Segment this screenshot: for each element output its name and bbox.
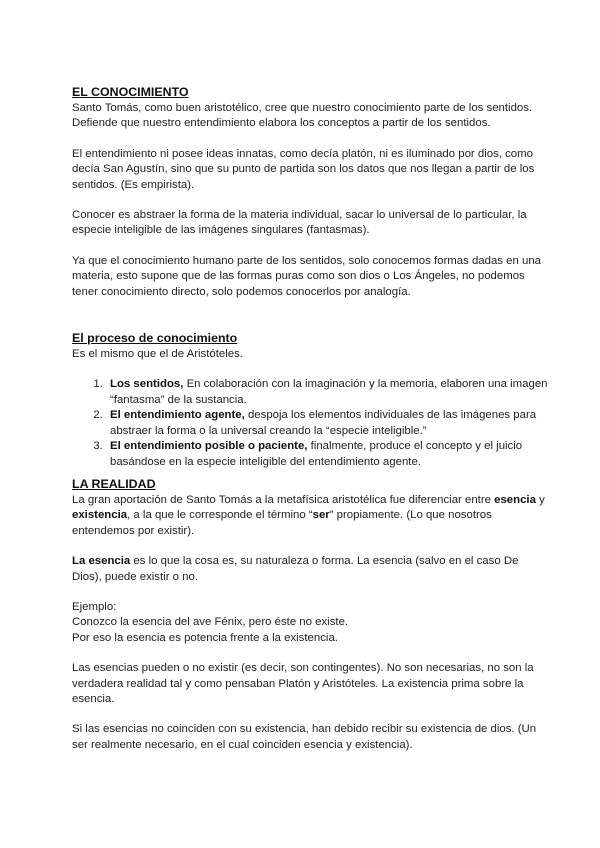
example-line-2: Por eso la esencia es potencia frente a la existencia.: [72, 631, 338, 644]
paragraph-conocimiento-4: Ya que el conocimiento humano parte de los sentidos, solo conocemos formas dadas en una materia, esto supone que de las formas puras como son dios o Los Ángeles, no podemos tener conocimiento directo, solo podemos conocerlos por analogía.: [72, 254, 541, 298]
list-item: [106, 408, 550, 439]
list-item-text: despoja los elementos individuales de las imágenes para abstraer la forma o la universal creando la “especie inteligible.”: [110, 409, 537, 437]
paragraph-realidad-2: La esencia es lo que la cosa es, su naturaleza o forma. La esencia (salvo en el caso De Dios), puede existir o no.: [72, 555, 519, 583]
section-title-proceso: El proceso de conocimiento: [72, 331, 238, 346]
list-item-term: El entendimiento posible o paciente,: [110, 440, 308, 453]
paragraph-conocimiento-3: Conocer es abstraer la forma de la materia individual, sacar lo universal de lo particular, la especie inteligible de las imágenes singulares (fantasmas).: [72, 209, 527, 237]
list-item-text: En colaboración con la imaginación y la memoria, elaboren una imagen “fantasma” de la sustancia.: [110, 378, 548, 406]
list-item-term: Los sentidos,: [110, 378, 184, 391]
example-title: Ejemplo:: [72, 600, 117, 613]
example-line-1: Conozco la esencia del ave Fénix, pero éste no existe.: [72, 616, 349, 629]
section-title-conocimiento: EL CONOCIMIENTO: [72, 85, 189, 99]
proceso-list: [72, 377, 550, 469]
list-item-term: El entendimiento agente,: [110, 409, 245, 422]
section-title-realidad: LA REALIDAD: [72, 476, 156, 491]
paragraph-realidad-4: Si las esencias no coinciden con su existencia, han debido recibir su existencia de dios. (Un ser realmente necesario, en el cual coinciden esencia y existencia).: [72, 723, 537, 751]
paragraph-conocimiento-1: Santo Tomás, como buen aristotélico, cree que nuestro conocimiento parte de los sentidos. Defiende que nuestro entendimiento elabora los conceptos a partir de los sentidos.: [72, 102, 533, 130]
list-item: [106, 439, 550, 470]
list-item-text: finalmente, produce el concepto y el juicio basándose en la especie inteligible del entendimiento agente.: [110, 440, 523, 468]
paragraph-proceso-intro: Es el mismo que el de Aristóteles.: [72, 348, 243, 361]
paragraph-realidad-3: Las esencias pueden o no existir (es decir, son contingentes). No son necesarias, no son la verdadera realidad tal y como pensaban Platón y Aristóteles. La existencia prima sobre la esencia.: [72, 662, 534, 705]
paragraph-realidad-1: La gran aportación de Santo Tomás a la metafísica aristotélica fue diferenciar entre esencia y existencia, a la que le corresponde el término “ser” propiamente. (Lo que nosotros entendemos por existir).: [72, 493, 545, 537]
list-item: [106, 377, 550, 408]
paragraph-conocimiento-2: El entendimiento ni posee ideas innatas, como decía platón, ni es iluminado por dios, como decía San Agustín, sino que su punto de partida son los datos que nos llegan a partir de los sentidos. (Es empirista).: [72, 147, 535, 191]
